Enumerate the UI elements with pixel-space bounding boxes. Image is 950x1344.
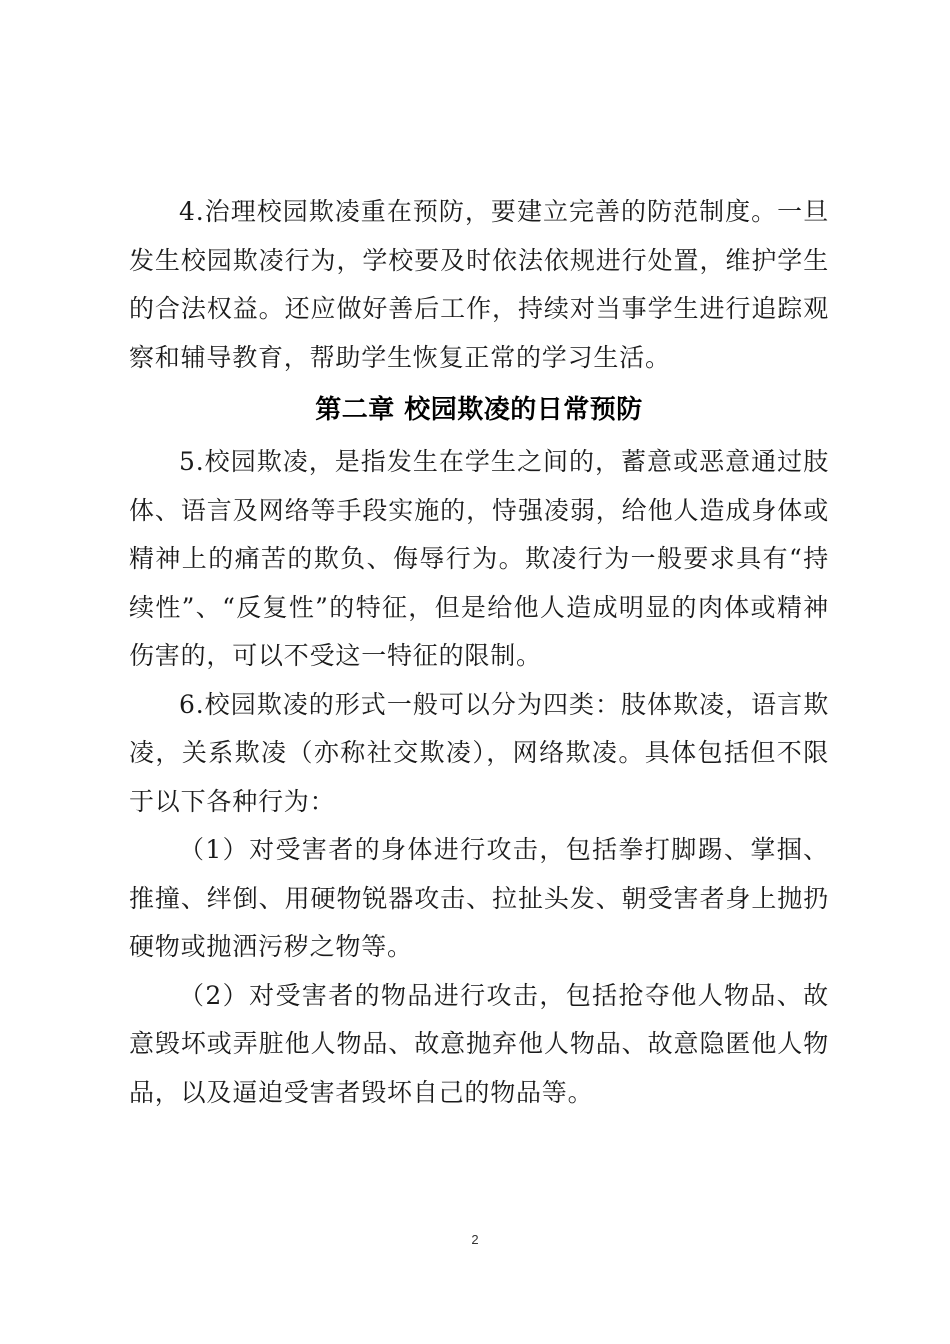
paragraph-5: 5.校园欺凌，是指发生在学生之间的，蓄意或恶意通过肢体、语言及网络等手段实施的，恃强凌弱，给他人造成身体或精神上的痛苦的欺负、侮辱行为。欺凌行为一般要求具有“持续性”、“反复性”的特征，但是给他人造成明显的肉体或精神伤害的，可以不受这一特征的限制。 — [129, 447, 829, 670]
paragraph-item-2: （2）对受害者的物品进行攻击，包括抢夺他人物品、故意毁坏或弄脏他人物品、故意抛弃他人物品、故意隐匿他人物品，以及逼迫受害者毁坏自己的物品等。 — [129, 980, 829, 1107]
paragraph-item-1: （1）对受害者的身体进行攻击，包括拳打脚踢、掌掴、推撞、绊倒、用硬物锐器攻击、拉扯头发、朝受害者身上抛扔硬物或抛洒污秽之物等。 — [129, 835, 829, 961]
document-body — [129, 188, 829, 1117]
paragraph-6: 6.校园欺凌的形式一般可以分为四类：肢体欺凌，语言欺凌，关系欺凌（亦称社交欺凌），网络欺凌。具体包括但不限于以下各种行为： — [129, 689, 829, 816]
paragraph-4: 4.治理校园欺凌重在预防，要建立完善的防范制度。一旦发生校园欺凌行为，学校要及时依法依规进行处置，维护学生的合法权益。还应做好善后工作，持续对当事学生进行追踪观察和辅导教育，帮助学生恢复正常的学习生活。 — [129, 197, 829, 372]
page-number: 2 — [471, 1232, 479, 1247]
chapter-heading: 第二章 校园欺凌的日常预防 — [315, 395, 643, 425]
